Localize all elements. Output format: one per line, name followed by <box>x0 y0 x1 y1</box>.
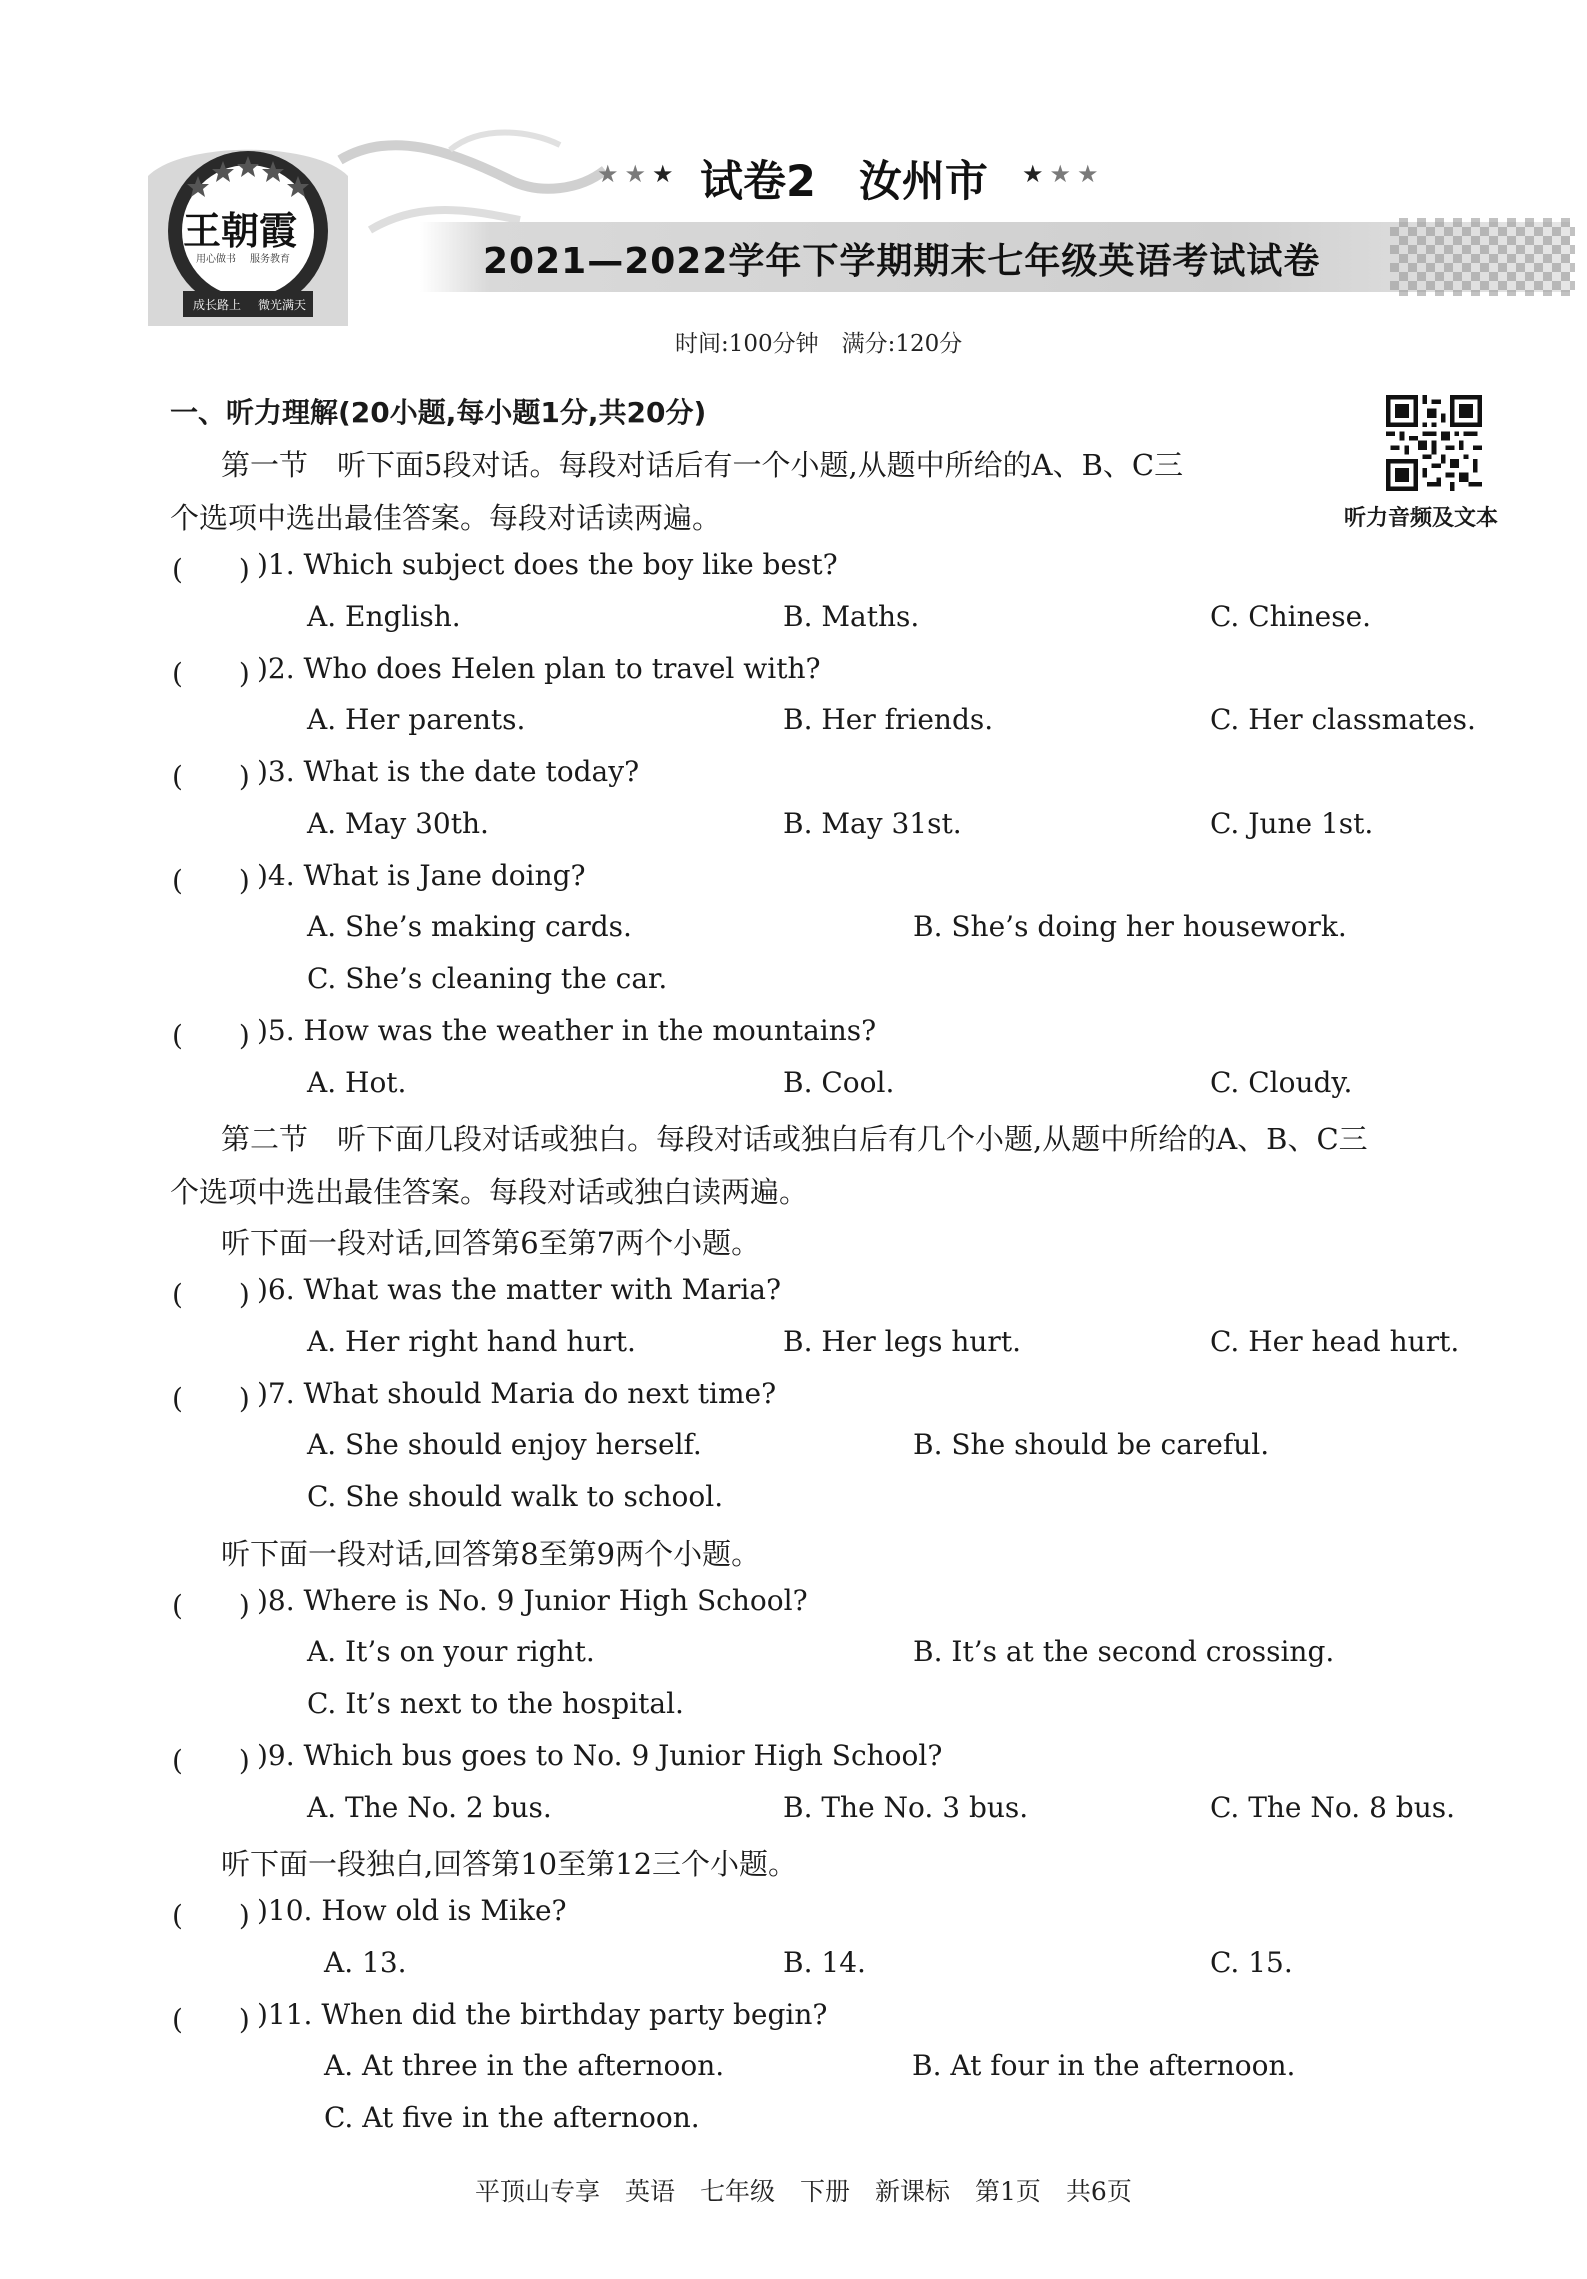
option-b: B. Maths. <box>783 600 920 633</box>
option-a: A. It’s on your right. <box>307 1635 595 1668</box>
option-c: C. Her head hurt. <box>1210 1325 1460 1358</box>
question-stem: )10. How old is Mike? <box>257 1894 567 1927</box>
question-stem: )5. How was the weather in the mountains? <box>257 1014 877 1047</box>
answer-paren: ( ) <box>172 760 250 793</box>
option-a: A. She’s making cards. <box>307 910 632 943</box>
answer-paren: ( ) <box>172 2003 250 2036</box>
option-b: B. Her friends. <box>783 703 994 736</box>
option-b: B. The No. 3 bus. <box>783 1791 1029 1824</box>
question-stem: )1. Which subject does the boy like best? <box>257 548 838 581</box>
option-b: B. At four in the afternoon. <box>912 2049 1296 2082</box>
option-b: B. She’s doing her housework. <box>913 910 1347 943</box>
option-c: C. Chinese. <box>1210 600 1372 633</box>
option-a: A. Hot. <box>307 1066 407 1099</box>
option-a: A. 13. <box>324 1946 407 1979</box>
time-info: 时间:100分钟 满分:120分 <box>675 331 963 357</box>
answer-paren: ( ) <box>172 1744 250 1777</box>
option-c: C. June 1st. <box>1210 807 1374 840</box>
intro-q10-q12: 听下面一段独白,回答第10至第12三个小题。 <box>221 1847 798 1881</box>
logo-motto-2: 服务教育 <box>250 254 290 265</box>
option-b: B. Her legs hurt. <box>783 1325 1021 1358</box>
option-c: C. She’s cleaning the car. <box>307 962 668 995</box>
part1-instruction-line2: 个选项中选出最佳答案。每段对话读两遍。 <box>170 501 722 535</box>
answer-paren: ( ) <box>172 864 250 897</box>
qr-code <box>1386 395 1482 491</box>
question-stem: )8. Where is No. 9 Junior High School? <box>257 1584 808 1617</box>
answer-paren: ( ) <box>172 657 250 690</box>
answer-paren: ( ) <box>172 1589 250 1622</box>
answer-paren: ( ) <box>172 553 250 586</box>
logo-slogan-1: 成长路上 <box>193 298 242 312</box>
checker-decoration <box>1390 218 1575 296</box>
option-a: A. Her right hand hurt. <box>307 1325 636 1358</box>
option-b: B. May 31st. <box>783 807 962 840</box>
answer-paren: ( ) <box>172 1278 250 1311</box>
option-a: A. May 30th. <box>307 807 489 840</box>
option-b: B. Cool. <box>783 1066 895 1099</box>
intro-q8-q9: 听下面一段对话,回答第8至第9两个小题。 <box>221 1537 761 1571</box>
question-stem: )4. What is Jane doing? <box>257 859 586 892</box>
section-heading: 一、听力理解(20小题,每小题1分,共20分) <box>170 396 707 429</box>
option-c: C. She should walk to school. <box>307 1480 724 1513</box>
option-c: C. The No. 8 bus. <box>1210 1791 1456 1824</box>
option-b: B. 14. <box>783 1946 866 1979</box>
exam-title: 2021—2022学年下学期期末七年级英语考试试卷 <box>483 241 1321 282</box>
question-stem: )9. Which bus goes to No. 9 Junior High School? <box>257 1739 943 1772</box>
option-c: C. Her classmates. <box>1210 703 1476 736</box>
option-a: A. English. <box>307 600 461 633</box>
option-c: C. It’s next to the hospital. <box>307 1687 684 1720</box>
question-stem: )6. What was the matter with Maria? <box>257 1273 782 1306</box>
option-a: A. Her parents. <box>307 703 526 736</box>
logo-text: 王朝霞 <box>183 208 298 253</box>
qr-caption: 听力音频及文本 <box>1344 506 1499 531</box>
logo-motto-1: 用心做书 <box>196 254 236 265</box>
part2-instruction-line2: 个选项中选出最佳答案。每段对话或独白读两遍。 <box>170 1175 809 1209</box>
stars-right: ★★★ <box>1022 160 1105 188</box>
logo-slogan-2: 微光满天 <box>258 298 307 312</box>
question-stem: )11. When did the birthday party begin? <box>257 1998 828 2031</box>
option-c: C. Cloudy. <box>1210 1066 1353 1099</box>
part2-instruction-line1: 第二节 听下面几段对话或独白。每段对话或独白后有几个小题,从题中所给的A、B、C三 <box>221 1122 1368 1156</box>
option-a: A. She should enjoy herself. <box>307 1428 702 1461</box>
option-c: C. 15. <box>1210 1946 1293 1979</box>
answer-paren: ( ) <box>172 1382 250 1415</box>
question-stem: )2. Who does Helen plan to travel with? <box>257 652 821 685</box>
question-stem: )3. What is the date today? <box>257 755 640 788</box>
stars-left: ★★★ <box>597 160 680 188</box>
option-c: C. At five in the afternoon. <box>324 2101 700 2134</box>
part1-instruction-line1: 第一节 听下面5段对话。每段对话后有一个小题,从题中所给的A、B、C三 <box>221 448 1184 482</box>
paper-label: 试卷2 汝州市 <box>700 157 988 207</box>
option-b: B. It’s at the second crossing. <box>913 1635 1335 1668</box>
option-a: A. At three in the afternoon. <box>324 2049 725 2082</box>
option-a: A. The No. 2 bus. <box>307 1791 552 1824</box>
intro-q6-q7: 听下面一段对话,回答第6至第7两个小题。 <box>221 1226 761 1260</box>
answer-paren: ( ) <box>172 1899 250 1932</box>
question-stem: )7. What should Maria do next time? <box>257 1377 777 1410</box>
answer-paren: ( ) <box>172 1019 250 1052</box>
page-footer: 平顶山专享 英语 七年级 下册 新课标 第1页 共6页 <box>475 2177 1132 2206</box>
option-b: B. She should be careful. <box>913 1428 1270 1461</box>
